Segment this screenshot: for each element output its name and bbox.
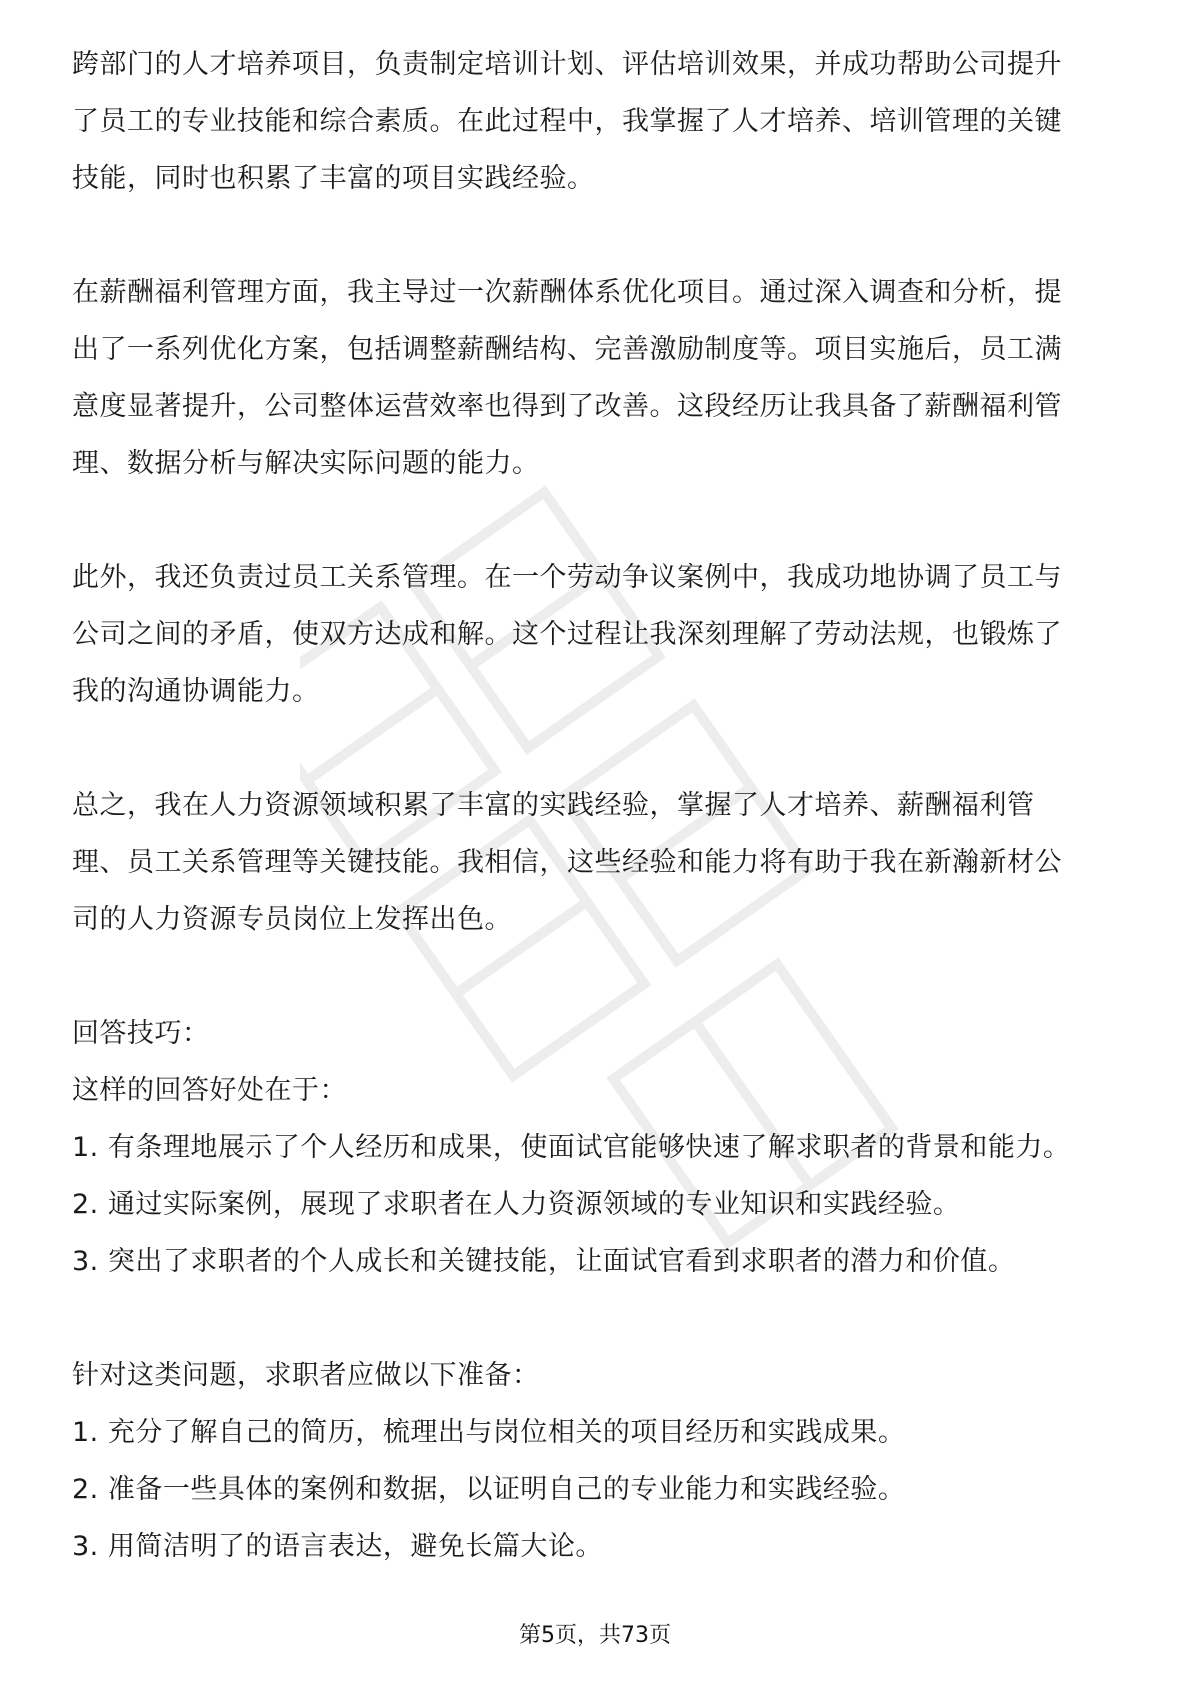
text-line: 总之，我在人力资源领域积累了丰富的实践经验，掌握了人才培养、薪酬福利管 [72, 790, 1035, 821]
text-line: 在薪酬福利管理方面，我主导过一次薪酬体系优化项目。通过深入调查和分析，提 [72, 277, 1062, 308]
list-item: 1. 充分了解自己的简历，梳理出与岗位相关的项目经历和实践成果。 [72, 1417, 906, 1448]
text-line: 公司之间的矛盾，使双方达成和解。这个过程让我深刻理解了劳动法规，也锻炼了 [72, 619, 1062, 650]
list-item: 2. 通过实际案例，展现了求职者在人力资源领域的专业知识和实践经验。 [72, 1189, 961, 1220]
list-item: 3. 突出了求职者的个人成长和关键技能，让面试官看到求职者的潜力和价值。 [72, 1246, 1016, 1277]
paragraph-employee-relations [72, 549, 1122, 720]
preparation-section [72, 1347, 1122, 1575]
answer-tips-section [72, 1005, 1122, 1290]
text-line: 此外，我还负责过员工关系管理。在一个劳动争议案例中，我成功地协调了员工与 [72, 562, 1062, 593]
body-content [72, 36, 1122, 1632]
prep-intro: 针对这类问题，求职者应做以下准备： [72, 1360, 540, 1391]
text-line: 了员工的专业技能和综合素质。在此过程中，我掌握了人才培养、培训管理的关键 [72, 106, 1062, 137]
text-line: 跨部门的人才培养项目，负责制定培训计划、评估培训效果，并成功帮助公司提升 [72, 49, 1062, 80]
paragraph-summary [72, 777, 1122, 948]
text-line: 我的沟通协调能力。 [72, 676, 320, 707]
text-line: 意度显著提升，公司整体运营效率也得到了改善。这段经历让我具备了薪酬福利管 [72, 391, 1062, 422]
list-item: 1. 有条理地展示了个人经历和成果，使面试官能够快速了解求职者的背景和能力。 [72, 1132, 1071, 1163]
tips-heading: 回答技巧： [72, 1018, 210, 1049]
text-line: 技能，同时也积累了丰富的项目实践经验。 [72, 163, 595, 194]
paragraph-compensation [72, 264, 1122, 492]
list-item: 2. 准备一些具体的案例和数据，以证明自己的专业能力和实践经验。 [72, 1474, 906, 1505]
list-item: 3. 用简洁明了的语言表达，避免长篇大论。 [72, 1531, 603, 1562]
text-line: 司的人力资源专员岗位上发挥出色。 [72, 904, 512, 935]
tips-intro: 这样的回答好处在于： [72, 1075, 347, 1106]
text-line: 出了一系列优化方案，包括调整薪酬结构、完善激励制度等。项目实施后，员工满 [72, 334, 1062, 365]
paragraph-training [72, 36, 1122, 207]
text-line: 理、数据分析与解决实际问题的能力。 [72, 448, 540, 479]
text-line: 理、员工关系管理等关键技能。我相信，这些经验和能力将有助于我在新瀚新材公 [72, 847, 1062, 878]
page-number: 第5页，共73页 [519, 1623, 671, 1648]
